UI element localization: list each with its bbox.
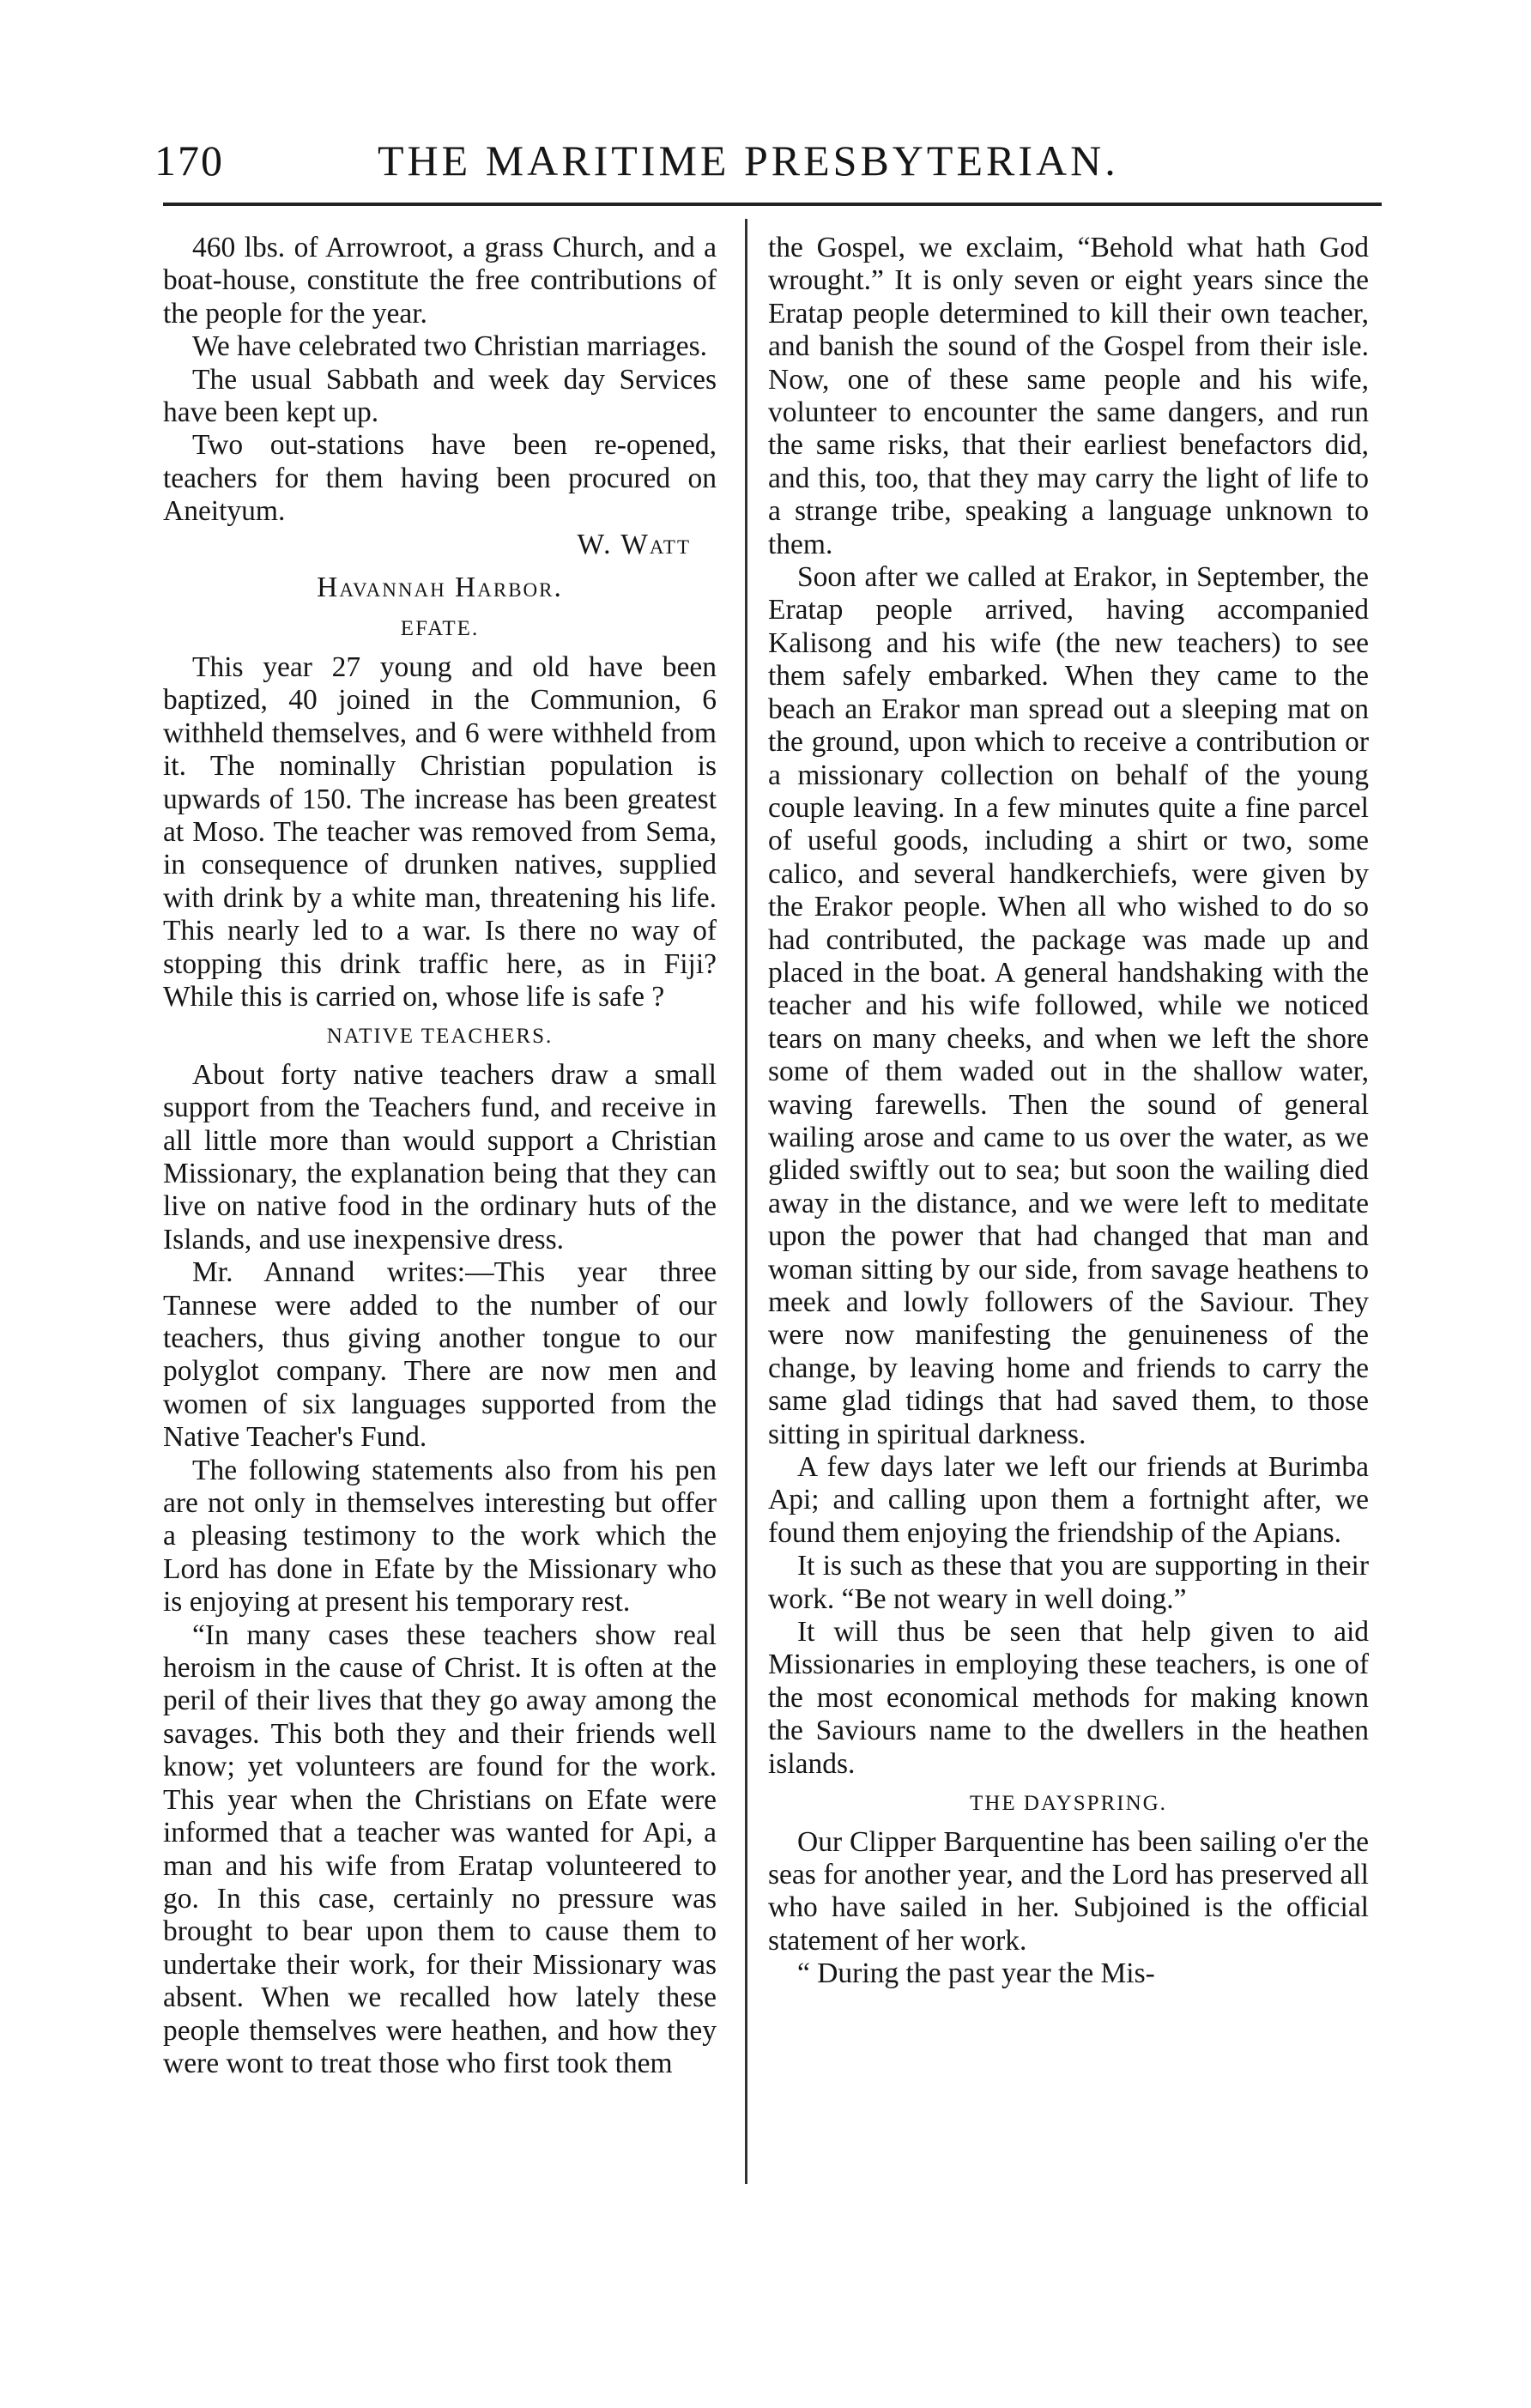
header-rule [163,203,1382,206]
column-divider [745,219,747,2184]
paragraph: Two out-stations have been re-opened, teachers for them having been procured on Aneityum. [163,429,717,528]
paragraph: The following statements also from his pen are not only in themselves interesting but offer a pleasing testimony to the work which the Lord has done in Efate by the Missionary who is enjoying at present his temporary rest. [163,1454,717,1618]
paragraph: This year 27 young and old have been baptized, 40 joined in the Communion, 6 withheld themselves, and 6 were withheld from it. The nominally Christian population is upwards of 150. The increase has been greatest at Moso. The teacher was removed from Sema, in consequence of drunken natives, supplied with drink by a white man, threatening his life. This nearly led to a war. Is there no way of stopping this drink traffic here, as in Fiji? While this is carried on, whose life is safe ? [163,650,717,1013]
paragraph: “In many cases these teachers show real heroism in the cause of Christ. It is often at the peril of their lives that they go away among the savages. This both they and their friends well know; yet volunteers are found for the work. This year when the Christians on Efate were informed that a teacher was wanted for Api, a man and his wife from Eratap volunteered to go. In this case, certainly no pressure was brought to bear upon them to cause them to undertake their work, for their Missionary was absent. When we recalled how lately these people themselves were heathen, and how they were wont to treat those who first took them [163,1618,717,2079]
paragraph: the Gospel, we exclaim, “Behold what hath God wrought.” It is only seven or eight years since the Eratap people determined to kill their own teacher, and banish the sound of the Gospel from their isle. Now, one of these same people and his wife, volunteer to encounter the same dangers, and run the same risks, that their earliest benefactors did, and this, too, that they may carry the light of life to a strange tribe, speaking a language unknown to them. [768,232,1369,560]
paragraph: Mr. Annand writes:—This year three Tannese were added to the number of our teachers, thus giving another tongue to our polyglot company. There are now men and women of six languages supported from the Native Teacher's Fund. [163,1256,717,1454]
author-signature: W. Watt [577,528,691,560]
paragraph: We have celebrated two Christian marriages. [192,330,708,363]
paragraph: About forty native teachers draw a small support from the Teachers fund, and receive in all little more than would support a Christian Missionary, the explanation being that they can live on native food in the ordinary huts of the Islands, and use inexpensive dress. [163,1058,717,1255]
paragraph: The usual Sabbath and week day Services have been kept up. [163,363,717,429]
paragraph: Soon after we called at Erakor, in September, the Eratap people arrived, having accompanied Kalisong and his wife (the new teachers) to see them safely embarked. When they came to the beach an Erakor man spread out a sleeping mat on the ground, upon which to receive a contribution or a missionary collection on behalf of the young couple leaving. In a few minutes quite a fine parcel of useful goods, including a shirt or two, some calico, and several handkerchiefs, were given by the Erakor people. When all who wished to do so had contributed, the package was made up and placed in the boat. A general handshaking with the teacher and his wife followed, while we noticed tears on many cheeks, and when we left the shore some of them waded out in the shallow water, waving farewells. Then the sound of general wailing arose and came to us over the water, as we glided swiftly out to sea; but soon the wailing died away in the distance, and we were left to meditate upon the power that had changed that man and woman sitting by our side, from savage heathens to meek and lowly followers of the Saviour. They were now manifesting the genuineness of the change, by leaving home and friends to carry the same glad tidings that had saved them, to those sitting in spiritual darkness. [768,561,1369,1450]
page-header [129,129,1433,197]
sub-heading: EFATE. [400,617,480,641]
section-heading: Havannah Harbor. [317,572,563,604]
sub-heading: THE DAYSPRING. [970,1792,1167,1816]
paragraph: A few days later we left our friends at Burimba Api; and calling upon them a fortnight after, we found them enjoying the friendship of the Apians. [768,1451,1369,1549]
sub-heading: NATIVE TEACHERS. [326,1025,554,1049]
paragraph: Our Clipper Barquentine has been sailing o'er the seas for another year, and the Lord has preserved all who have sailed in her. Subjoined is the official statement of her work. [768,1825,1369,1957]
paragraph: It is such as these that you are supporting in their work. “Be not weary in well doing.” [768,1550,1369,1615]
right-column [768,232,1369,1991]
paragraph: It will thus be seen that help given to aid Missionaries in employing these teachers, is one of the most economical methods for making known the Saviours name to the dwellers in the heathen islands. [768,1616,1369,1780]
page-number: 170 [154,136,224,185]
running-title: THE MARITIME PRESBYTERIAN. [378,136,1119,185]
paragraph: 460 lbs. of Arrowroot, a grass Church, and a boat-house, constitute the free contributions of the people for the year. [163,232,717,330]
paragraph: “ During the past year the Mis- [797,1957,1155,1990]
left-column [163,232,717,2080]
